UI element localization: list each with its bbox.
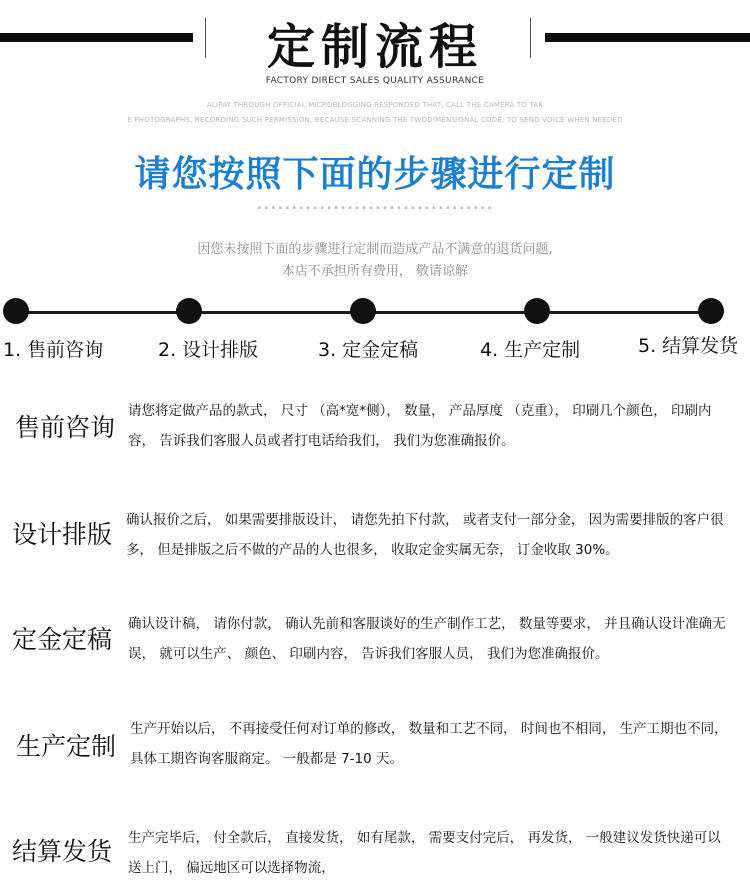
section-title-presale: 售前咨询 <box>15 413 116 442</box>
faint-text-line-1: ALIPAY THROUGH OFFICIAL MICROBLOGGING RESPONDED THAT, CALL THE CAMERA TO TAK <box>206 101 544 109</box>
timeline-dot-2 <box>176 298 202 324</box>
timeline-dot-1 <box>3 298 29 324</box>
decorative-dots: ▪ ▪ ▪ ▪ ▪ ▪ ▪ ▪ ▪ ▪ ▪ ▪ ▪ ▪ ▪ ▪ ▪ ▪ ▪ ▪ ▪ ▪ ▪ ▪ ▪ ▪ ▪ ▪ ▪ ▪ ▪ ▪ ▪ ▪ <box>257 205 493 211</box>
notice-line-1: 因您未按照下面的步骤进行定制而造成产品不满意的退货问题, <box>197 242 553 257</box>
headline: 请您按照下面的步骤进行定制 <box>134 154 616 195</box>
section-body-presale: 请您将定做产品的款式， 尺寸 （高*宽*侧）， 数量， 产品厚度 （克重）， 印刷几个颜色， 印刷内容， 告诉我们客服人员或者打电话给我们， 我们为您准确报价。 <box>128 403 712 449</box>
section-body-production: 生产开始以后， 不再接受任何对订单的修改， 数量和工艺不同， 时间也不相同， 生产工期也不同， 具体工期咨询客服商定。 一般都是 7-10 天。 <box>130 721 728 767</box>
section-body-design: 确认报价之后， 如果需要排版设计， 请您先拍下付款， 或者支付一部分金， 因为需要排版的客户很多， 但是排版之后不做的产品的人也很多， 收取定金实属无奈， 订金收取 30%。 <box>126 512 724 558</box>
section-body-deposit: 确认设计稿， 请你付款， 确认先前和客服谈好的生产制作工艺， 数量等要求， 并且确认设计准确无误， 就可以生产、 颜色、 印刷内容， 告诉我们客服人员， 我们为您准确报价。 <box>128 616 726 662</box>
section-title-production: 生产定制 <box>16 732 117 761</box>
step-label-4: 4. 生产定制 <box>480 339 581 361</box>
timeline-dot-5 <box>698 298 724 324</box>
section-title-delivery: 结算发货 <box>12 837 113 866</box>
notice-line-2: 本店不承担所有费用， 敬请谅解 <box>281 264 469 279</box>
page-subtitle: FACTORY DIRECT SALES QUALITY ASSURANCE <box>265 76 485 86</box>
faint-text-line-2: E PHOTOGRAPHS, RECORDING SUCH PERMISSION, BECAUSE SCANNING THE TWODIMENSIONAL CODE, TO SEND VOICE WHEN NEEDED <box>127 116 623 124</box>
header-bar-right <box>545 33 750 42</box>
step-label-2: 2. 设计排版 <box>158 339 259 361</box>
section-title-design: 设计排版 <box>12 520 113 549</box>
section-body-delivery: 生产完毕后， 付全款后， 直接发货， 如有尾款， 需要支付完后， 再发货， 一般建议发货快递可以送上门， 偏远地区可以选择物流， <box>128 830 721 876</box>
page-title: 定制流程 <box>266 19 483 75</box>
header-divider-right <box>530 18 531 58</box>
step-label-5: 5. 结算发货 <box>638 335 739 357</box>
section-title-deposit: 定金定稿 <box>12 625 113 654</box>
timeline-dot-4 <box>524 298 550 324</box>
timeline-dot-3 <box>350 298 376 324</box>
step-label-1: 1. 售前咨询 <box>3 339 104 361</box>
step-label-3: 3. 定金定稿 <box>318 339 419 361</box>
